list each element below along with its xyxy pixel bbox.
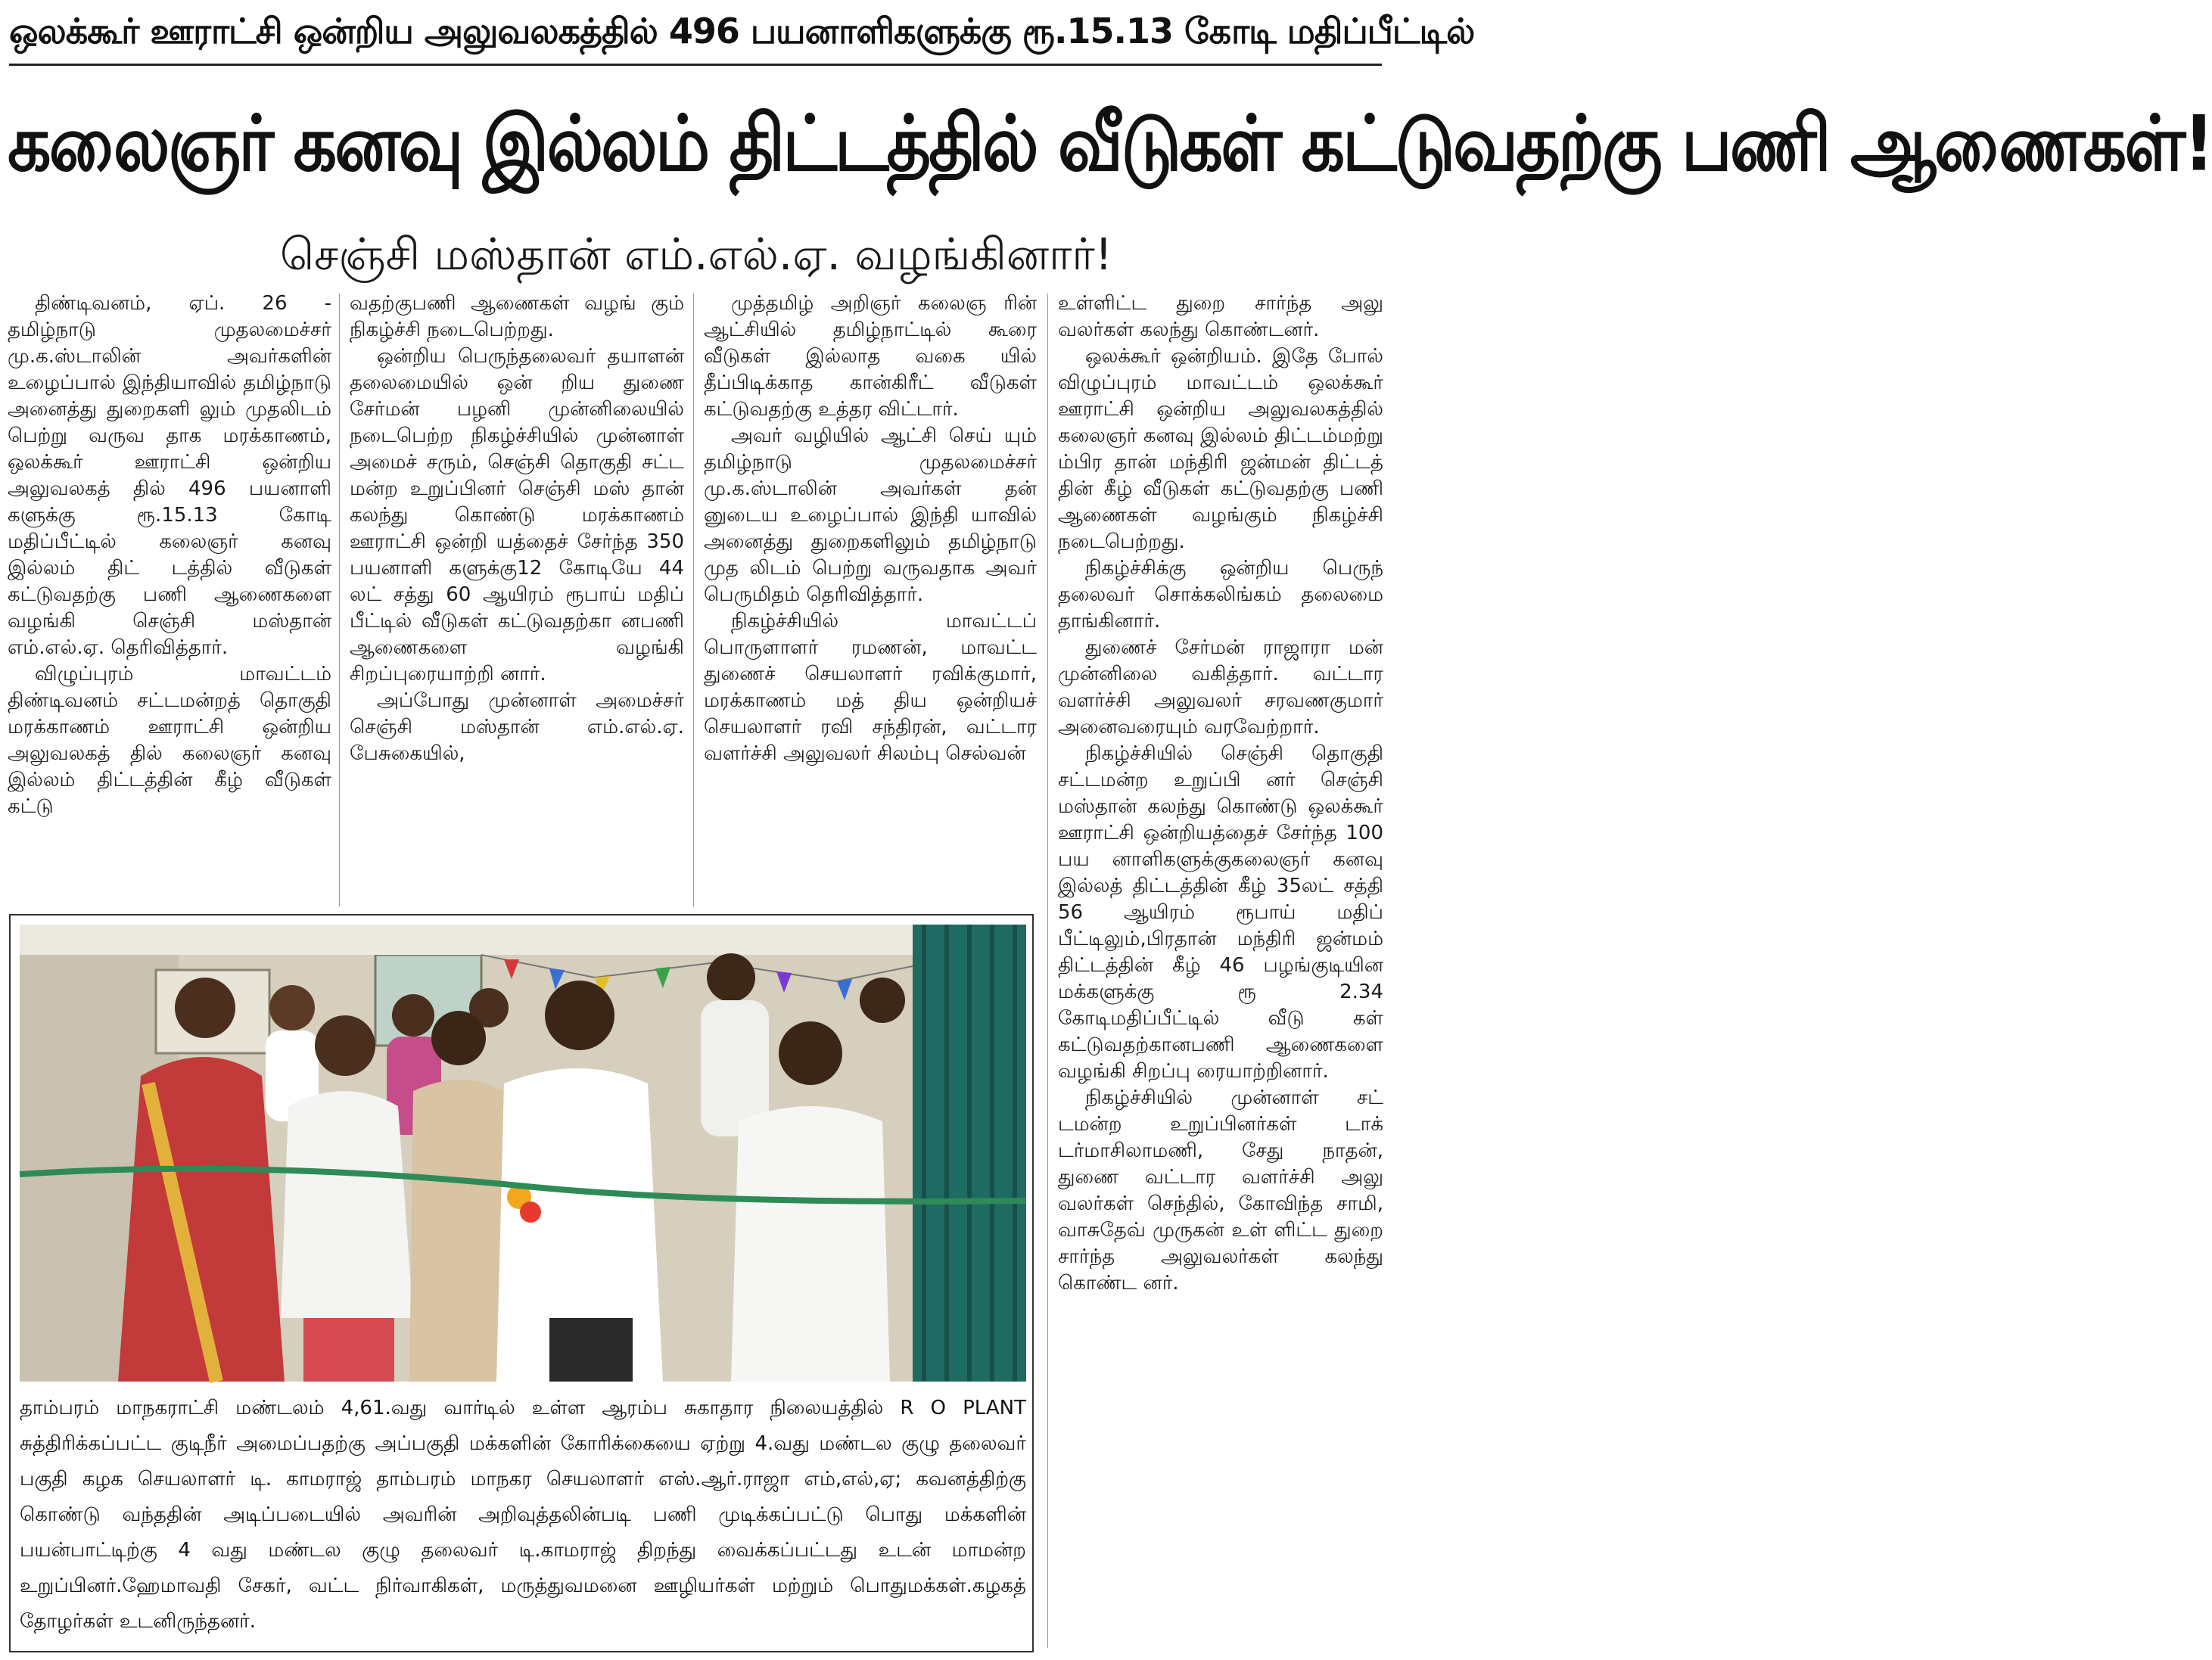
kicker-rule [9, 64, 1382, 66]
ribbon-cutting-illustration [20, 925, 1026, 1382]
paragraph: துணைச் சேர்மன் ராஜாரா மன் முன்னிலை வகித்தார். வட்டார வளர்ச்சி அலுவலர் சரவணகுமார் அனைவரையும் வரவேற்றார். [1058, 636, 1383, 738]
paragraph: நிகழ்ச்சியில் மாவட்டப் பொருளாளர் ரமணன், மாவட்ட துணைச் செயலாளர் ரவிக்குமார், மரக்காணம் மத் திய ஒன்றியச் செயலாளர் ரவி சந்திரன், வட்டார வளர்ச்சி அலுவலர் சிலம்பு செல்வன் [704, 610, 1037, 765]
photo-caption: தாம்பரம் மாநகராட்சி மண்டலம் 4,61.வது வார்டில் உள்ள ஆரம்ப சுகாதார நிலையத்தில் R O PLANT சுத்திரிக்கப்பட்ட குடிநீர் அமைப்பதற்கு அப்பகுதி மக்களின் கோரிக்கையை ஏற்று 4.வது மண்டல குழு தலைவர் பகுதி கழக செயலாளர் டி. காமராஜ் தாம்பரம் மாநகர செயலாளர் எஸ்.ஆர்.ராஜா எம்,எல்,ஏ; கவனத்திற்கு கொண்டு வந்ததின் அடிப்படையில் அவரின் அறிவுத்தலின்படி பணி முடிக்கப்பட்டு பொது மக்களின் பயன்பாட்டிற்கு 4 வது மண்டல குழு தலைவர் டி.காமராஜ் திறந்து வைக்கப்பட்டது உடன் மாமன்ற உறுப்பினர்.ஹேமாவதி சேகர், வட்ட நிர்வாகிகள், மருத்துவமனை ஊழியர்கள் மற்றும் பொதுமக்கள்.கழகத் தோழர்கள் உடனிருந்தனர். [20, 1397, 1026, 1633]
paragraph: ஒலக்கூர் ஒன்றியம். இதே போல் விழுப்புரம் மாவட்டம் ஒலக்கூர் ஊராட்சி ஒன்றிய அலுவலகத்தில் கலைஞர் கனவு இல்லம் திட்டம்மற்று ம்பிர தான் மந்திரி ஜன்மன் திட்டத் தின் கீழ் வீடுகள் கட்டுவதற்கு பணி ஆணைகள் வழங்கும் நிகழ்ச்சி நடைபெற்றது. [1058, 345, 1383, 553]
photo-panel [9, 914, 1034, 1652]
paragraph: முத்தமிழ் அறிஞர் கலைஞ ரின் ஆட்சியில் தமிழ்நாட்டில் கூரை வீடுகள் இல்லாத வகை யில் தீப்பிடிக்காத கான்கிரீட் வீடுகள் கட்டுவதற்கு உத்தர விட்டார். [704, 292, 1037, 421]
paragraph: விழுப்புரம் மாவட்டம் திண்டிவனம் சட்டமன்றத் தொகுதி மரக்காணம் ஊராட்சி ஒன்றிய அலுவலகத் தில் கலைஞர் கனவு இல்லம் திட்டத்தின் கீழ் வீடுகள் கட்டு [8, 663, 331, 818]
paragraph: அவர் வழியில் ஆட்சி செய் யும் தமிழ்நாடு முதலமைச்சர் மு.க.ஸ்டாலின் அவர்கள் தன் னுடைய உழைப்பால் இந்தி யாவில் அனைத்து துறைகளிலும் தமிழ்நாடு முத லிடம் பெற்று வருவதாக அவர் பெருமிதம் தெரிவித்தார். [704, 424, 1037, 606]
article-column-3 [704, 291, 1037, 903]
column-divider [1047, 294, 1048, 1648]
paragraph: நிகழ்ச்சிக்கு ஒன்றிய பெருந் தலைவர் சொக்கலிங்கம் தலைமை தாங்கினார். [1058, 557, 1383, 633]
article-column-2 [350, 291, 684, 903]
paragraph: உள்ளிட்ட துறை சார்ந்த அலு வலர்கள் கலந்து கொண்டனர். [1058, 292, 1383, 341]
paragraph: அப்போது முன்னாள் அமைச்சர் செஞ்சி மஸ்தான் எம்.எல்.ஏ. பேசுகையில், [350, 689, 684, 765]
column-divider [693, 294, 694, 906]
column-divider [339, 294, 340, 906]
paragraph: நிகழ்ச்சியில் செஞ்சி தொகுதி சட்டமன்ற உறுப்பி னர் செஞ்சி மஸ்தான் கலந்து கொண்டு ஒலக்கூர் ஊராட்சி ஒன்றியத்தைச் சேர்ந்த 100 பய னாளிகளுக்குகலைஞர் கனவு இல்லத் திட்டத்தின் கீழ் 35லட் சத்தி 56 ஆயிரம் ரூபாய் மதிப் பீட்டிலும்,பிரதான் மந்திரி ஜன்மம் திட்டத்தின் கீழ் 46 பழங்குடியின மக்களுக்கு ரூ 2.34 கோடிமதிப்பீட்டில் வீடு கள் கட்டுவதற்கானபணி ஆணைகளை வழங்கி சிறப்பு ரையாற்றினார். [1058, 742, 1383, 1083]
paragraph: வதற்குபணி ஆணைகள் வழங் கும் நிகழ்ச்சி நடைபெற்றது. [350, 292, 684, 341]
paragraph: நிகழ்ச்சியில் முன்னாள் சட் டமன்ற உறுப்பினர்கள் டாக் டர்மாசிலாமணி, சேது நாதன், துணை வட்டார வளர்ச்சி அலு வலர்கள் செந்தில், கோவிந்த சாமி, வாசுதேவ் முருகன் உள் ளிட்ட துறை சார்ந்த அலுவலர்கள் கலந்து கொண்ட னர். [1058, 1086, 1383, 1295]
news-photo [20, 925, 1026, 1382]
paragraph: ஒன்றிய பெருந்தலைவர் தயாளன் தலைமையில் ஒன் றிய துணை சேர்மன் பழனி முன்னிலையில் நடைபெற்ற நிகழ்ச்சியில் முன்னாள் அமைச் சரும், செஞ்சி தொகுதி சட்ட மன்ற உறுப்பினர் செஞ்சி மஸ் தான் கலந்து கொண்டு மரக்காணம் ஊராட்சி ஒன்றி யத்தைச் சேர்ந்த 350 பயனாளி களுக்கு12 கோடியே 44 லட் சத்து 60 ஆயிரம் ரூபாய் மதிப் பீட்டில் வீடுகள் கட்டுவதற்கா னபணி ஆணைகளை வழங்கி சிறப்புரையாற்றி னார். [350, 345, 684, 685]
sub-headline: செஞ்சி மஸ்தான் எம்.எல்.ஏ. வழங்கினார்! [280, 228, 1112, 280]
article-column-4 [1058, 291, 1383, 1652]
kicker-headline: ஒலக்கூர் ஊராட்சி ஒன்றிய அலுவலகத்தில் 496 பயனாளிகளுக்கு ரூ.15.13 கோடி மதிப்பீட்டில் [9, 11, 1475, 51]
main-headline: கலைஞர் கனவு இல்லம் திட்டத்தில் வீடுகள் கட்டுவதற்கு பணி ஆணைகள்! [8, 99, 2212, 189]
article-column-1 [8, 291, 331, 903]
paragraph: திண்டிவனம், ஏப். 26 - தமிழ்நாடு முதலமைச்சர் மு.க.ஸ்டாலின் அவர்களின் உழைப்பால் இந்தியாவில் தமிழ்நாடு அனைத்து துறைகளி லும் முதலிடம் பெற்று வருவ தாக மரக்காணம், ஒலக்கூர் ஊராட்சி ஒன்றிய அலுவலகத் தில் 496 பயனாளி களுக்கு ரூ.15.13 கோடி மதிப்பீட்டில் கலைஞர் கனவு இல்லம் திட் டத்தில் வீடுகள் கட்டுவதற்கு பணி ஆணைகளை வழங்கி செஞ்சி மஸ்தான் எம்.எல்.ஏ. தெரிவித்தார். [8, 292, 331, 659]
